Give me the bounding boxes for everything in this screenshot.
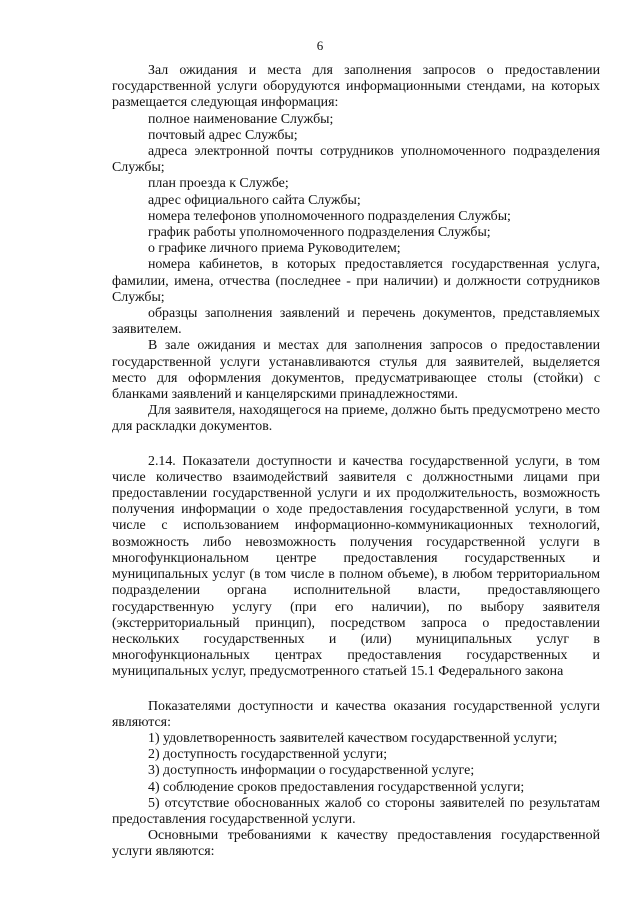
indicator-item-3: 3) доступность информации о государственной услуге; xyxy=(148,763,475,779)
paragraph-indicators: Показателями доступности и качества оказания государственной услуги являются: xyxy=(112,698,600,730)
document-body xyxy=(112,63,600,861)
paragraph-chairs: В зале ожидания и местах для заполнения запросов о предоставлении государственной услуги устанавливаются стулья для заявителей, выделяется место для оформления документов, предусматривающее столы (стойки) с бланками заявлений и канцелярскими принадлежностями. xyxy=(112,338,600,403)
list-item-office-numbers: номера кабинетов, в которых предоставляется государственная услуга, фамилии, имена, отчества (последнее - при наличии) и должности сотрудников Службы; xyxy=(112,257,600,305)
spacer xyxy=(112,681,600,699)
indicator-item-5: 5) отсутствие обоснованных жалоб со стороны заявителей по результатам предоставления государственной услуги. xyxy=(112,795,600,827)
list-item-email-addresses: адреса электронной почты сотрудников уполномоченного подразделения Службы; xyxy=(112,144,600,176)
list-item-reception-schedule: о графике личного приема Руководителем; xyxy=(148,241,401,257)
list-item-route-plan: план проезда к Службе; xyxy=(148,176,289,192)
section-2-14: 2.14. Показатели доступности и качества государственной услуги, в том числе количество взаимодействий заявителя с должностными лицами при предоставлении государственной услуги и их продолжительность, возможность получения информации о ходе предоставления государственной услуги, в том числе с использованием информационно-коммуникационных технологий, возможность либо невозможность получения государственной услуги в многофункциональном центре предоставления государственных и муниципальных услуг (в том числе в полном объеме), в любом территориальном подразделении органа исполнительной власти, предоставляющего государственную услугу (при его наличии), по выбору заявителя (экстерриториальный принцип), посредством запроса о предоставлении нескольких государственных и (или) муниципальных услуг в многофункциональных центрах предоставления государственных и муниципальных услуг, предусмотренного статьей 15.1 Федерального закона xyxy=(112,453,600,680)
paragraph-document-space: Для заявителя, находящегося на приеме, должно быть предусмотрено место для раскладки документов. xyxy=(112,403,600,435)
list-item-postal-address: почтовый адрес Службы; xyxy=(148,127,298,143)
list-item-schedule: график работы уполномоченного подразделения Службы; xyxy=(148,225,491,241)
indicator-item-4: 4) соблюдение сроков предоставления государственной услуги; xyxy=(148,779,525,795)
list-item-sample-forms: образцы заполнения заявлений и перечень документов, представляемых заявителем. xyxy=(112,306,600,338)
list-item-website: адрес официального сайта Службы; xyxy=(148,192,361,208)
indicator-item-1: 1) удовлетворенность заявителей качеством государственной услуги; xyxy=(148,730,558,746)
list-item-full-name: полное наименование Службы; xyxy=(148,111,334,127)
indicator-item-2: 2) доступность государственной услуги; xyxy=(148,747,388,763)
paragraph-waiting-hall: Зал ожидания и места для заполнения запросов о предоставлении государственной услуги оборудуются информационными стендами, на которых размещается следующая информация: xyxy=(112,63,600,111)
paragraph-quality-requirements: Основными требованиями к качеству предоставления государственной услуги являются: xyxy=(112,828,600,860)
spacer xyxy=(112,436,600,454)
page-number: 6 xyxy=(316,38,324,53)
list-item-phones: номера телефонов уполномоченного подразделения Службы; xyxy=(148,208,511,224)
